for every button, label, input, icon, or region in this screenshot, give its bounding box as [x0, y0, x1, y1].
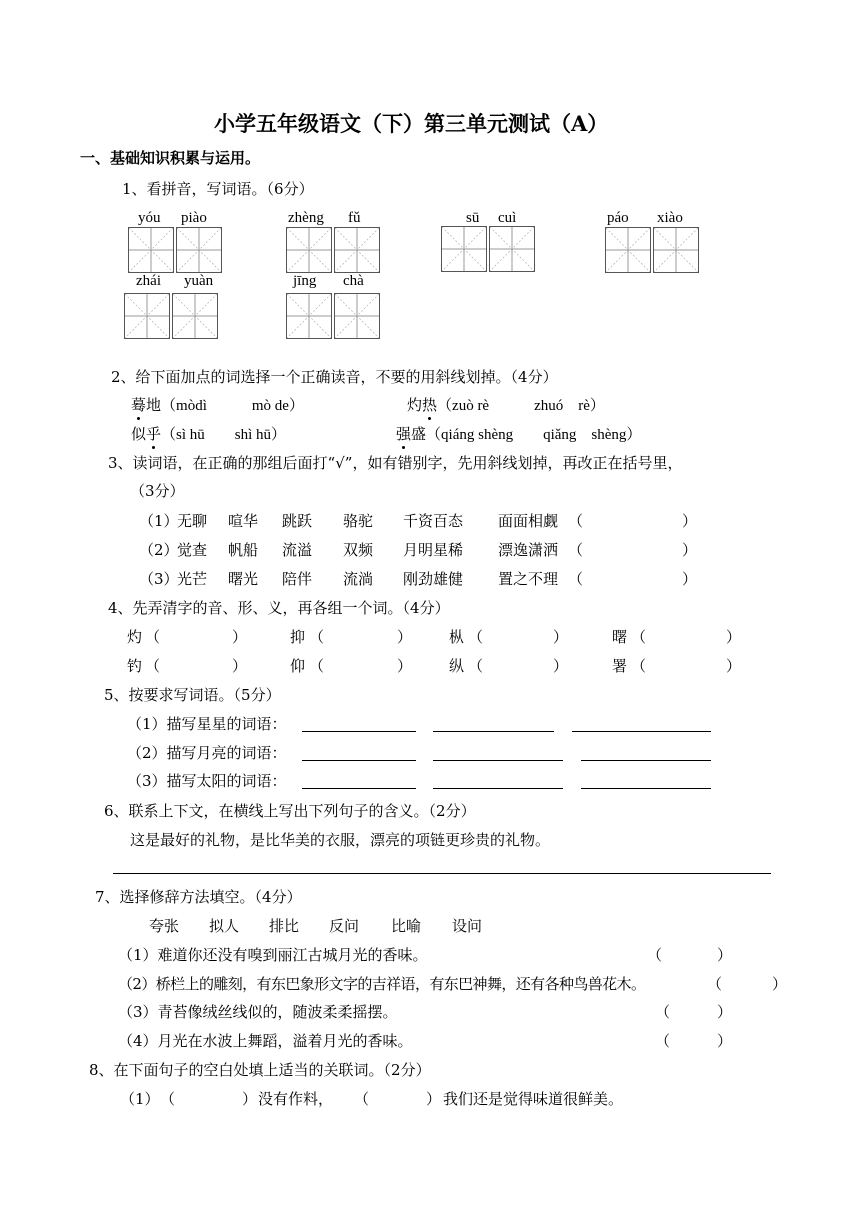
answer-bracket-close: ） [553, 628, 569, 646]
writing-grid-box[interactable] [128, 227, 174, 273]
answer-bracket-close: ） [232, 628, 248, 646]
section-heading: 一、基础知识积累与运用。 [80, 149, 261, 167]
q3-heading-points: （3分） [130, 482, 185, 500]
answer-line[interactable] [433, 788, 563, 789]
answer-bracket-open: （ [309, 657, 325, 675]
answer-bracket-open: （ [568, 570, 584, 588]
q7-heading: 7、选择修辞方法填空。（4分） [95, 888, 302, 906]
grid-diagonals [125, 294, 169, 338]
answer-bracket-close: ） [717, 946, 733, 964]
answer-bracket-close: ） [232, 657, 248, 675]
answer-bracket-open: （ [647, 946, 663, 964]
answer-bracket-open: （ [655, 1032, 671, 1050]
q7-item: （2）桥栏上的雕刻，有东巴象形文字的吉祥语，有东巴神舞，还有各种鸟兽花木。 [118, 975, 646, 993]
grid-diagonals [129, 228, 173, 272]
grid-diagonals [287, 228, 331, 272]
writing-grid-box[interactable] [653, 227, 699, 273]
grid-diagonals [335, 228, 379, 272]
q6-heading: 6、联系上下文，在横线上写出下列句子的含义。（2分） [104, 802, 476, 820]
option: 反问 [329, 917, 360, 935]
dotted-char: 热 [422, 396, 438, 414]
char: 地 [146, 396, 162, 414]
pinyin: chà [343, 273, 364, 289]
word: 漂逸潇洒 [498, 541, 559, 559]
q3-row-number: （2） [139, 541, 179, 559]
answer-bracket-close: ） [682, 512, 698, 530]
word: 置之不理 [498, 570, 559, 588]
writing-grid-box[interactable] [172, 293, 218, 339]
character: 灼 [127, 628, 143, 646]
answer-bracket-close: ） [726, 628, 742, 646]
pinyin: piào [181, 210, 207, 226]
q7-item: （3）青苔像绒丝线似的，随波柔柔摇摆。 [118, 1003, 398, 1021]
reading-options: （zuò rè zhuó rè） [437, 398, 605, 414]
answer-bracket-open: （ [145, 628, 161, 646]
word: 无聊 [177, 512, 208, 530]
char: 似 [131, 425, 147, 443]
word: 喧华 [228, 512, 259, 530]
q5-item-label: （3）描写太阳的词语： [127, 772, 287, 790]
grid-diagonals [442, 227, 486, 271]
writing-grid-box[interactable] [286, 227, 332, 273]
answer-bracket-open: （ [354, 1090, 370, 1108]
q8-item-number: （1） [120, 1090, 160, 1108]
answer-bracket-open: （ [160, 1090, 176, 1108]
pinyin: páo [607, 210, 629, 226]
writing-grid-box[interactable] [489, 226, 535, 272]
char: 盛 [411, 425, 427, 443]
answer-bracket-close: ） [397, 657, 413, 675]
grid-diagonals [654, 228, 698, 272]
answer-bracket-close: ） [726, 657, 742, 675]
answer-line[interactable] [581, 760, 711, 761]
pinyin: xiào [657, 210, 683, 226]
word: 觉查 [177, 541, 208, 559]
q7-item: （4）月光在水波上舞蹈，溢着月光的香味。 [118, 1032, 413, 1050]
writing-grid-box[interactable] [176, 227, 222, 273]
answer-line[interactable] [113, 873, 771, 874]
q5-item-label: （1）描写星星的词语： [127, 715, 287, 733]
answer-bracket-close: ） [772, 975, 788, 993]
q5-heading: 5、按要求写词语。（5分） [104, 686, 281, 704]
writing-grid-box[interactable] [605, 227, 651, 273]
character: 署 [612, 657, 628, 675]
word: 陪伴 [282, 570, 313, 588]
character: 曙 [612, 628, 628, 646]
option: 设问 [452, 917, 483, 935]
pinyin: zhái [136, 273, 161, 289]
answer-bracket-open: （ [568, 512, 584, 530]
pinyin: yóu [138, 210, 161, 226]
pinyin: cuì [498, 210, 517, 226]
q1-heading: 1、看拼音，写词语。（6分） [122, 180, 314, 198]
pinyin: fǔ [348, 210, 361, 226]
q8-heading: 8、在下面句子的空白处填上适当的关联词。（2分） [89, 1061, 431, 1079]
answer-bracket-close: ） [242, 1090, 258, 1108]
answer-bracket-close: ） [397, 628, 413, 646]
option: 排比 [269, 917, 300, 935]
pinyin: sū [466, 210, 480, 226]
character: 枞 [449, 628, 465, 646]
character: 钓 [127, 657, 143, 675]
answer-bracket-open: （ [145, 657, 161, 675]
grid-diagonals [335, 294, 379, 338]
answer-line[interactable] [302, 760, 416, 761]
q8-text: 我们还是觉得味道很鲜美。 [443, 1090, 624, 1108]
character: 抑 [290, 628, 306, 646]
answer-bracket-open: （ [707, 975, 723, 993]
word: 流淌 [343, 570, 374, 588]
char: 灼 [407, 396, 423, 414]
grid-diagonals [287, 294, 331, 338]
q3-row-number: （3） [139, 570, 179, 588]
character: 仰 [290, 657, 306, 675]
answer-line[interactable] [433, 731, 554, 732]
grid-diagonals [606, 228, 650, 272]
option: 比喻 [391, 917, 422, 935]
writing-grid-box[interactable] [124, 293, 170, 339]
word: 曙光 [228, 570, 259, 588]
writing-grid-box[interactable] [286, 293, 332, 339]
q7-item: （1）难道你还没有嗅到丽江古城月光的香味。 [118, 946, 428, 964]
answer-bracket-open: （ [655, 1003, 671, 1021]
answer-line[interactable] [572, 731, 711, 732]
word: 月明星稀 [403, 541, 464, 559]
answer-bracket-open: （ [568, 541, 584, 559]
answer-line[interactable] [433, 760, 563, 761]
dotted-char: 蓦 [131, 396, 147, 414]
word: 千资百态 [403, 512, 464, 530]
pinyin: zhèng [288, 210, 324, 226]
character: 纵 [449, 657, 465, 675]
answer-bracket-close: ） [553, 657, 569, 675]
writing-grid-box[interactable] [441, 226, 487, 272]
answer-bracket-close: ） [717, 1032, 733, 1050]
pinyin: jīng [293, 273, 317, 289]
q3-row-number: （1） [139, 512, 179, 530]
reading-options: （mòdì mò de） [161, 398, 304, 414]
word: 面面相觑 [498, 512, 559, 530]
pinyin: yuàn [184, 273, 214, 289]
word: 流溢 [282, 541, 313, 559]
answer-bracket-close: ） [682, 541, 698, 559]
q3-heading: 3、读词语，在正确的那组后面打“√”，如有错别字，先用斜线划掉，再改正在括号里， [108, 454, 683, 472]
q2-item [407, 394, 605, 415]
answer-bracket-open: （ [631, 628, 647, 646]
word: 双频 [343, 541, 374, 559]
answer-bracket-close: ） [426, 1090, 442, 1108]
word: 帆船 [228, 541, 259, 559]
grid-diagonals [173, 294, 217, 338]
grid-diagonals [177, 228, 221, 272]
answer-bracket-close: ） [717, 1003, 733, 1021]
answer-line[interactable] [302, 731, 416, 732]
dotted-char: 强 [396, 425, 412, 443]
answer-bracket-open: （ [468, 628, 484, 646]
q8-text: 没有作料， [258, 1090, 334, 1108]
answer-bracket-open: （ [468, 657, 484, 675]
word: 光芒 [177, 570, 208, 588]
q2-item [396, 423, 641, 444]
q2-item [131, 394, 304, 415]
q5-item-label: （2）描写月亮的词语： [127, 744, 287, 762]
q4-heading: 4、先弄清字的音、形、义，再各组一个词。（4分） [108, 599, 450, 617]
q6-sentence: 这是最好的礼物，是比华美的衣服，漂亮的项链更珍贵的礼物。 [130, 831, 551, 849]
page-title: 小学五年级语文（下）第三单元测试（A） [214, 111, 609, 136]
reading-options: （sì hū shì hū） [161, 427, 287, 443]
option: 拟人 [209, 917, 240, 935]
answer-bracket-open: （ [631, 657, 647, 675]
dotted-char: 乎 [146, 425, 162, 443]
word: 骆驼 [343, 512, 374, 530]
answer-bracket-open: （ [309, 628, 325, 646]
answer-line[interactable] [581, 788, 711, 789]
q2-item [131, 423, 286, 444]
reading-options: （qiáng shèng qiǎng shèng） [426, 427, 642, 443]
grid-diagonals [490, 227, 534, 271]
answer-bracket-close: ） [682, 570, 698, 588]
answer-line[interactable] [302, 788, 416, 789]
writing-grid-box[interactable] [334, 293, 380, 339]
q2-heading: 2、给下面加点的词选择一个正确读音，不要的用斜线划掉。（4分） [111, 368, 558, 386]
word: 跳跃 [282, 512, 313, 530]
option: 夸张 [149, 917, 180, 935]
word: 刚劲雄健 [403, 570, 464, 588]
writing-grid-box[interactable] [334, 227, 380, 273]
